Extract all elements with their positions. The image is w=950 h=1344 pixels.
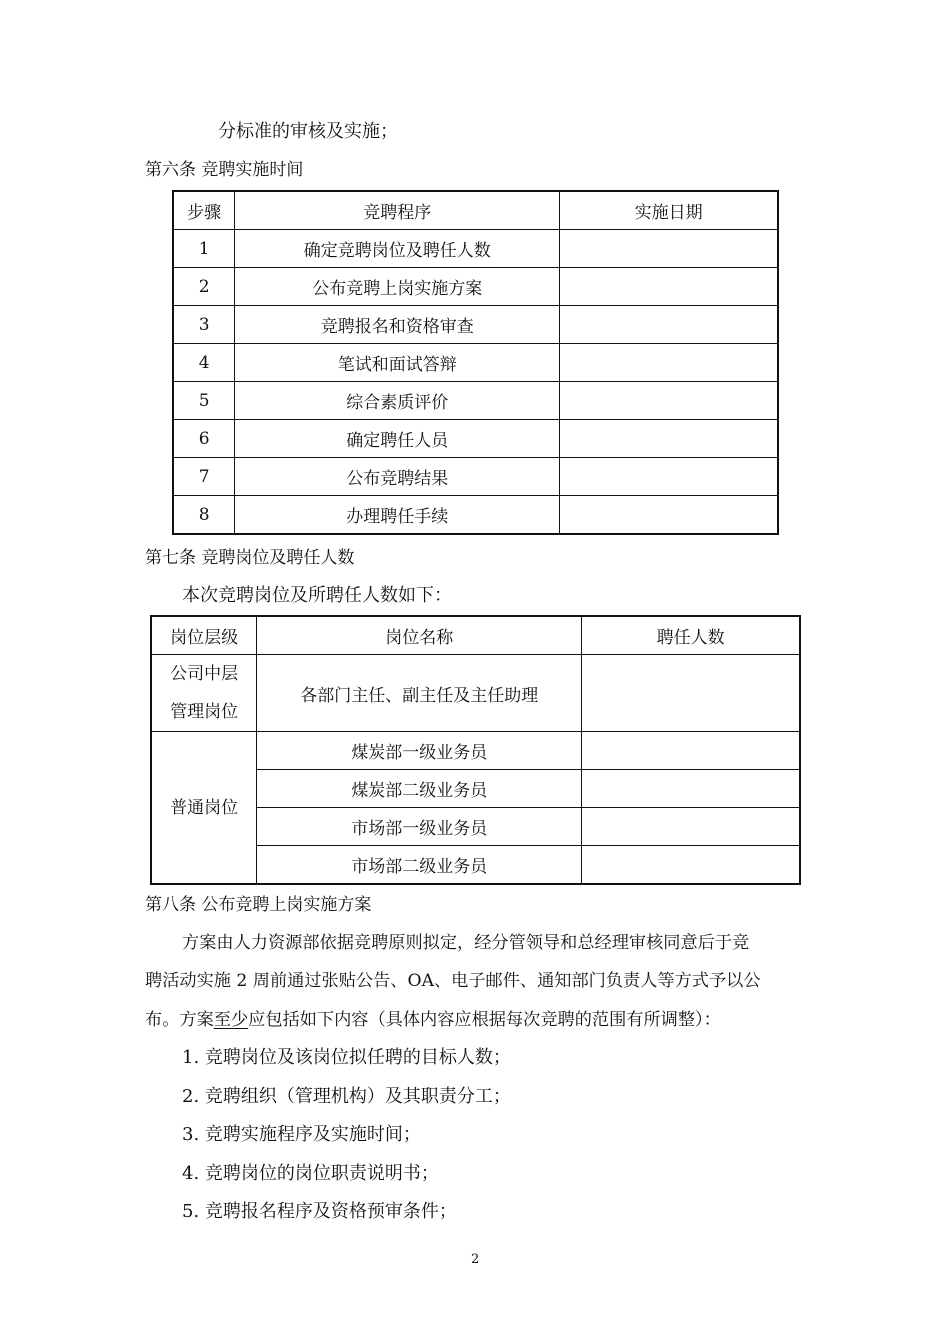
header-date: 实施日期 (560, 191, 778, 230)
header-post-name: 岗位名称 (257, 616, 582, 655)
procedure-cell: 确定聘任人员 (235, 420, 560, 458)
section8-title: 第八条 公布竞聘上岗实施方案 (145, 895, 372, 915)
para-line3-start: 布。方案 (145, 1010, 214, 1030)
section6-title: 第六条 竞聘实施时间 (145, 160, 304, 180)
headcount-cell (582, 770, 800, 808)
headcount-cell (582, 732, 800, 770)
post-cell: 煤炭部一级业务员 (257, 732, 582, 770)
table-row (151, 655, 800, 732)
underlined-text: 至少 (213, 1010, 249, 1030)
date-cell (560, 458, 778, 496)
post-cell: 各部门主任、副主任及主任助理 (257, 655, 582, 732)
list-item: 4. 竞聘岗位的岗位职责说明书； (182, 1163, 439, 1184)
table-row (173, 268, 778, 306)
procedure-cell: 笔试和面试答辩 (235, 344, 560, 382)
headcount-cell (582, 655, 800, 732)
procedure-cell: 竞聘报名和资格审查 (235, 306, 560, 344)
page-number: 2 (471, 1252, 480, 1267)
header-procedure: 竞聘程序 (235, 191, 560, 230)
step-cell: 7 (173, 458, 235, 496)
header-headcount: 聘任人数 (582, 616, 800, 655)
table-row (173, 496, 778, 535)
date-cell (560, 268, 778, 306)
step-cell: 8 (173, 496, 235, 535)
section7-intro: 本次竞聘岗位及所聘任人数如下： (182, 585, 452, 606)
list-item: 1. 竞聘岗位及该岗位拟任聘的目标人数； (182, 1047, 511, 1068)
intro-line: 分标准的审核及实施； (218, 121, 398, 142)
list-item: 5. 竞聘报名程序及资格预审条件； (182, 1201, 457, 1222)
date-cell (560, 344, 778, 382)
level-cell-management: 公司中层管理岗位 (151, 655, 257, 732)
post-cell: 市场部二级业务员 (257, 846, 582, 885)
date-cell (560, 382, 778, 420)
table-row (173, 230, 778, 268)
table-row (173, 382, 778, 420)
procedure-cell: 办理聘任手续 (235, 496, 560, 535)
step-cell: 6 (173, 420, 235, 458)
procedure-cell: 确定竞聘岗位及聘任人数 (235, 230, 560, 268)
section8-para-line1: 方案由人力资源部依据竞聘原则拟定，经分管领导和总经理审核同意后于竞 (182, 933, 750, 953)
headcount-cell (582, 846, 800, 885)
table-row (173, 420, 778, 458)
date-cell (560, 420, 778, 458)
para-line3-end: 应包括如下内容（具体内容应根据每次竞聘的范围有所调整）： (248, 1010, 721, 1030)
procedure-cell: 综合素质评价 (235, 382, 560, 420)
table-row (151, 732, 800, 770)
positions-table (150, 615, 801, 885)
step-cell: 3 (173, 306, 235, 344)
date-cell (560, 230, 778, 268)
level-cell-general: 普通岗位 (151, 732, 257, 885)
table-header-row (173, 191, 778, 230)
table-header-row (151, 616, 800, 655)
list-item: 2. 竞聘组织（管理机构）及其职责分工； (182, 1086, 511, 1107)
date-cell (560, 496, 778, 535)
header-step: 步骤 (173, 191, 235, 230)
post-cell: 市场部一级业务员 (257, 808, 582, 846)
step-cell: 5 (173, 382, 235, 420)
step-cell: 1 (173, 230, 235, 268)
section8-para-line2: 聘活动实施 2 周前通过张贴公告、OA、电子邮件、通知部门负责人等方式予以公 (145, 971, 761, 991)
list-item: 3. 竞聘实施程序及实施时间； (182, 1124, 421, 1145)
schedule-table (172, 190, 779, 535)
header-level: 岗位层级 (151, 616, 257, 655)
step-cell: 4 (173, 344, 235, 382)
headcount-cell (582, 808, 800, 846)
section8-para-line3 (145, 1008, 721, 1032)
table-row (173, 306, 778, 344)
date-cell (560, 306, 778, 344)
procedure-cell: 公布竞聘结果 (235, 458, 560, 496)
table-row (173, 344, 778, 382)
table-row (173, 458, 778, 496)
procedure-cell: 公布竞聘上岗实施方案 (235, 268, 560, 306)
section7-title: 第七条 竞聘岗位及聘任人数 (145, 548, 355, 568)
post-cell: 煤炭部二级业务员 (257, 770, 582, 808)
step-cell: 2 (173, 268, 235, 306)
